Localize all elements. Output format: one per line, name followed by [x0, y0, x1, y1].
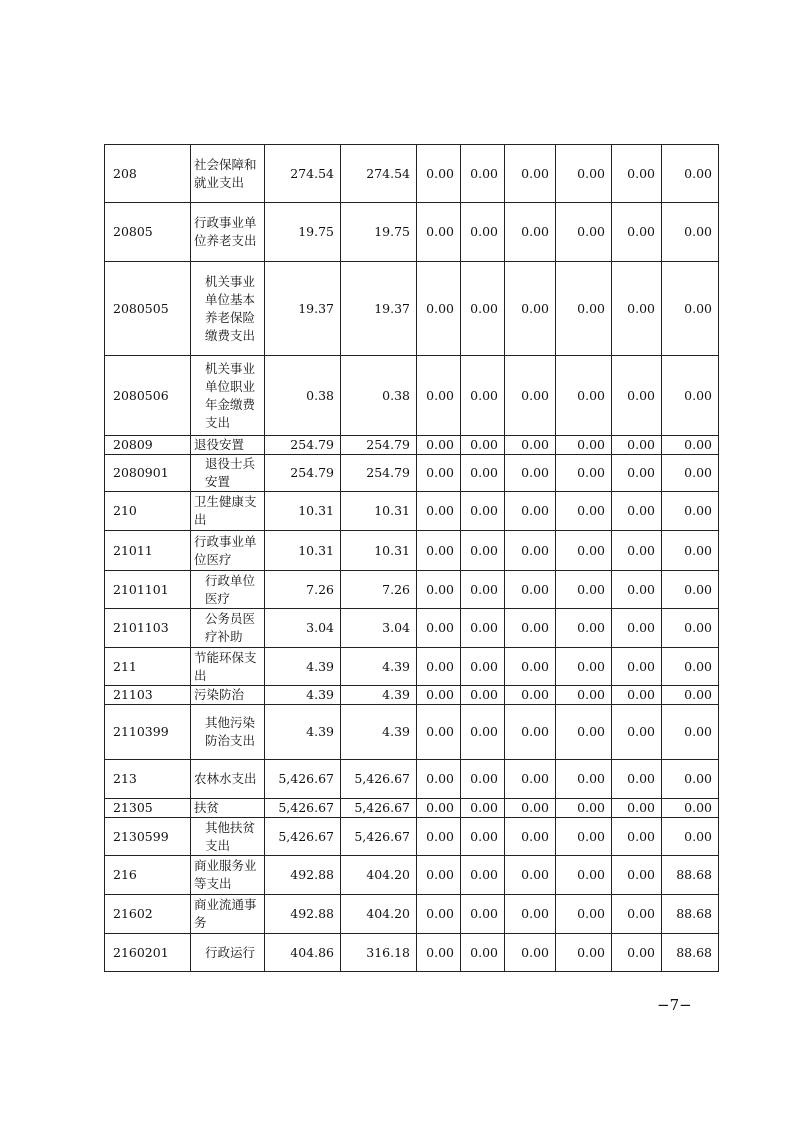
- table-row: [105, 145, 719, 203]
- table-row: [105, 492, 719, 531]
- row-value-col-1: 19.37: [265, 262, 341, 356]
- row-value-col-8: 0.00: [662, 705, 719, 760]
- table-row: [105, 571, 719, 609]
- row-value-col-8: 0.00: [662, 203, 719, 262]
- row-value-col-5: 0.00: [505, 492, 556, 531]
- row-value-col-6: 0.00: [556, 145, 612, 203]
- row-code: 21011: [105, 531, 191, 571]
- row-value-col-6: 0.00: [556, 818, 612, 856]
- table-row: [105, 609, 719, 648]
- row-value-col-1: 7.26: [265, 571, 341, 609]
- row-value-col-3: 0.00: [417, 609, 461, 648]
- row-value-col-7: 0.00: [612, 705, 662, 760]
- row-value-col-1: 5,426.67: [265, 760, 341, 799]
- table-body: [105, 145, 719, 972]
- row-value-col-5: 0.00: [505, 356, 556, 436]
- row-value-col-1: 19.75: [265, 203, 341, 262]
- row-code: 20809: [105, 436, 191, 455]
- table-row: [105, 356, 719, 436]
- row-value-col-1: 3.04: [265, 609, 341, 648]
- row-value-col-5: 0.00: [505, 760, 556, 799]
- row-value-col-6: 0.00: [556, 531, 612, 571]
- row-value-col-8: 0.00: [662, 531, 719, 571]
- row-item-name: 公务员医疗补助: [191, 609, 265, 648]
- row-item-name: 其他扶贫支出: [191, 818, 265, 856]
- row-value-col-2: 316.18: [341, 934, 417, 972]
- row-value-col-8: 0.00: [662, 609, 719, 648]
- row-value-col-6: 0.00: [556, 455, 612, 492]
- table-row: [105, 262, 719, 356]
- row-value-col-1: 4.39: [265, 686, 341, 705]
- row-value-col-7: 0.00: [612, 818, 662, 856]
- table-row: [105, 455, 719, 492]
- table-row: [105, 895, 719, 934]
- row-value-col-4: 0.00: [461, 705, 505, 760]
- row-value-col-5: 0.00: [505, 799, 556, 818]
- row-value-col-7: 0.00: [612, 262, 662, 356]
- row-item-name: 行政运行: [191, 934, 265, 972]
- row-value-col-6: 0.00: [556, 799, 612, 818]
- row-code: 2110399: [105, 705, 191, 760]
- table-row: [105, 799, 719, 818]
- row-value-col-1: 5,426.67: [265, 818, 341, 856]
- row-value-col-2: 19.37: [341, 262, 417, 356]
- table-row: [105, 648, 719, 686]
- row-value-col-3: 0.00: [417, 818, 461, 856]
- table-row: [105, 760, 719, 799]
- row-value-col-7: 0.00: [612, 934, 662, 972]
- row-value-col-4: 0.00: [461, 648, 505, 686]
- table-row: [105, 686, 719, 705]
- row-value-col-7: 0.00: [612, 686, 662, 705]
- row-value-col-4: 0.00: [461, 760, 505, 799]
- row-value-col-8: 0.00: [662, 818, 719, 856]
- row-item-name: 行政事业单位养老支出: [191, 203, 265, 262]
- row-value-col-3: 0.00: [417, 436, 461, 455]
- row-value-col-4: 0.00: [461, 895, 505, 934]
- row-value-col-5: 0.00: [505, 705, 556, 760]
- row-code: 208: [105, 145, 191, 203]
- row-value-col-2: 10.31: [341, 531, 417, 571]
- row-value-col-5: 0.00: [505, 895, 556, 934]
- row-item-name: 扶贫: [191, 799, 265, 818]
- row-value-col-8: 0.00: [662, 455, 719, 492]
- row-value-col-1: 274.54: [265, 145, 341, 203]
- row-value-col-7: 0.00: [612, 531, 662, 571]
- row-value-col-7: 0.00: [612, 760, 662, 799]
- row-value-col-4: 0.00: [461, 571, 505, 609]
- row-value-col-2: 10.31: [341, 492, 417, 531]
- row-item-name: 社会保障和就业支出: [191, 145, 265, 203]
- row-value-col-8: 0.00: [662, 686, 719, 705]
- row-value-col-5: 0.00: [505, 262, 556, 356]
- row-value-col-5: 0.00: [505, 648, 556, 686]
- row-code: 21103: [105, 686, 191, 705]
- row-value-col-6: 0.00: [556, 262, 612, 356]
- row-value-col-3: 0.00: [417, 686, 461, 705]
- row-item-name: 行政事业单位医疗: [191, 531, 265, 571]
- budget-table: [104, 144, 719, 972]
- row-value-col-1: 492.88: [265, 895, 341, 934]
- row-value-col-3: 0.00: [417, 262, 461, 356]
- row-code: 213: [105, 760, 191, 799]
- row-value-col-3: 0.00: [417, 705, 461, 760]
- row-code: 2160201: [105, 934, 191, 972]
- row-value-col-2: 4.39: [341, 686, 417, 705]
- row-value-col-8: 0.00: [662, 356, 719, 436]
- row-value-col-6: 0.00: [556, 609, 612, 648]
- row-value-col-7: 0.00: [612, 648, 662, 686]
- row-value-col-2: 5,426.67: [341, 760, 417, 799]
- row-value-col-2: 254.79: [341, 436, 417, 455]
- table-row: [105, 934, 719, 972]
- row-code: 21602: [105, 895, 191, 934]
- row-value-col-1: 4.39: [265, 705, 341, 760]
- row-value-col-7: 0.00: [612, 609, 662, 648]
- row-value-col-2: 254.79: [341, 455, 417, 492]
- row-value-col-4: 0.00: [461, 203, 505, 262]
- row-value-col-2: 4.39: [341, 648, 417, 686]
- row-value-col-7: 0.00: [612, 895, 662, 934]
- row-item-name: 节能环保支出: [191, 648, 265, 686]
- row-value-col-7: 0.00: [612, 145, 662, 203]
- row-item-name: 污染防治: [191, 686, 265, 705]
- row-value-col-3: 0.00: [417, 145, 461, 203]
- row-value-col-4: 0.00: [461, 799, 505, 818]
- row-code: 210: [105, 492, 191, 531]
- row-value-col-4: 0.00: [461, 686, 505, 705]
- row-code: 211: [105, 648, 191, 686]
- row-value-col-3: 0.00: [417, 455, 461, 492]
- row-value-col-1: 4.39: [265, 648, 341, 686]
- row-value-col-2: 7.26: [341, 571, 417, 609]
- row-value-col-6: 0.00: [556, 895, 612, 934]
- row-code: 2080505: [105, 262, 191, 356]
- table-row: [105, 436, 719, 455]
- row-value-col-4: 0.00: [461, 856, 505, 895]
- row-value-col-7: 0.00: [612, 856, 662, 895]
- row-value-col-6: 0.00: [556, 760, 612, 799]
- row-value-col-7: 0.00: [612, 356, 662, 436]
- row-value-col-8: 88.68: [662, 856, 719, 895]
- row-value-col-7: 0.00: [612, 799, 662, 818]
- row-value-col-2: 19.75: [341, 203, 417, 262]
- row-value-col-4: 0.00: [461, 818, 505, 856]
- row-value-col-5: 0.00: [505, 686, 556, 705]
- row-value-col-6: 0.00: [556, 648, 612, 686]
- row-value-col-5: 0.00: [505, 609, 556, 648]
- row-item-name: 机关事业单位职业年金缴费支出: [191, 356, 265, 436]
- row-value-col-5: 0.00: [505, 145, 556, 203]
- row-value-col-4: 0.00: [461, 145, 505, 203]
- row-value-col-2: 404.20: [341, 895, 417, 934]
- row-value-col-1: 10.31: [265, 531, 341, 571]
- row-value-col-4: 0.00: [461, 455, 505, 492]
- row-value-col-4: 0.00: [461, 262, 505, 356]
- row-value-col-3: 0.00: [417, 492, 461, 531]
- row-value-col-8: 0.00: [662, 760, 719, 799]
- row-value-col-8: 0.00: [662, 436, 719, 455]
- row-value-col-1: 254.79: [265, 436, 341, 455]
- row-value-col-4: 0.00: [461, 436, 505, 455]
- row-value-col-7: 0.00: [612, 571, 662, 609]
- table-row: [105, 203, 719, 262]
- row-value-col-4: 0.00: [461, 492, 505, 531]
- row-value-col-5: 0.00: [505, 455, 556, 492]
- row-value-col-2: 4.39: [341, 705, 417, 760]
- row-value-col-1: 10.31: [265, 492, 341, 531]
- row-value-col-2: 5,426.67: [341, 799, 417, 818]
- row-value-col-7: 0.00: [612, 455, 662, 492]
- row-value-col-2: 404.20: [341, 856, 417, 895]
- row-value-col-3: 0.00: [417, 356, 461, 436]
- row-value-col-6: 0.00: [556, 705, 612, 760]
- row-value-col-3: 0.00: [417, 895, 461, 934]
- row-item-name: 农林水支出: [191, 760, 265, 799]
- table-row: [105, 856, 719, 895]
- row-code: 2080506: [105, 356, 191, 436]
- row-value-col-7: 0.00: [612, 436, 662, 455]
- table-row: [105, 705, 719, 760]
- row-code: 2101103: [105, 609, 191, 648]
- row-value-col-5: 0.00: [505, 203, 556, 262]
- row-value-col-8: 88.68: [662, 895, 719, 934]
- row-code: 21305: [105, 799, 191, 818]
- row-value-col-6: 0.00: [556, 934, 612, 972]
- row-value-col-6: 0.00: [556, 686, 612, 705]
- row-item-name: 退役安置: [191, 436, 265, 455]
- row-value-col-6: 0.00: [556, 436, 612, 455]
- row-value-col-1: 254.79: [265, 455, 341, 492]
- row-value-col-4: 0.00: [461, 934, 505, 972]
- row-value-col-6: 0.00: [556, 856, 612, 895]
- row-value-col-5: 0.00: [505, 856, 556, 895]
- row-value-col-1: 0.38: [265, 356, 341, 436]
- row-value-col-4: 0.00: [461, 531, 505, 571]
- row-value-col-8: 0.00: [662, 648, 719, 686]
- row-value-col-1: 5,426.67: [265, 799, 341, 818]
- row-value-col-5: 0.00: [505, 531, 556, 571]
- row-value-col-8: 88.68: [662, 934, 719, 972]
- row-value-col-3: 0.00: [417, 531, 461, 571]
- row-value-col-2: 3.04: [341, 609, 417, 648]
- row-code: 216: [105, 856, 191, 895]
- row-value-col-5: 0.00: [505, 436, 556, 455]
- row-item-name: 行政单位医疗: [191, 571, 265, 609]
- row-value-col-3: 0.00: [417, 799, 461, 818]
- row-value-col-8: 0.00: [662, 492, 719, 531]
- row-value-col-7: 0.00: [612, 203, 662, 262]
- row-item-name: 商业流通事务: [191, 895, 265, 934]
- row-value-col-6: 0.00: [556, 571, 612, 609]
- row-value-col-4: 0.00: [461, 356, 505, 436]
- row-value-col-8: 0.00: [662, 799, 719, 818]
- row-value-col-3: 0.00: [417, 648, 461, 686]
- row-value-col-6: 0.00: [556, 203, 612, 262]
- table-row: [105, 818, 719, 856]
- row-item-name: 其他污染防治支出: [191, 705, 265, 760]
- row-code: 20805: [105, 203, 191, 262]
- row-value-col-8: 0.00: [662, 145, 719, 203]
- row-value-col-3: 0.00: [417, 760, 461, 799]
- row-value-col-3: 0.00: [417, 571, 461, 609]
- row-value-col-5: 0.00: [505, 934, 556, 972]
- row-value-col-1: 404.86: [265, 934, 341, 972]
- row-value-col-4: 0.00: [461, 609, 505, 648]
- page-number: −7−: [657, 996, 692, 1014]
- row-value-col-5: 0.00: [505, 571, 556, 609]
- row-value-col-6: 0.00: [556, 492, 612, 531]
- row-value-col-6: 0.00: [556, 356, 612, 436]
- row-value-col-2: 274.54: [341, 145, 417, 203]
- row-value-col-8: 0.00: [662, 571, 719, 609]
- row-value-col-5: 0.00: [505, 818, 556, 856]
- row-value-col-3: 0.00: [417, 203, 461, 262]
- row-value-col-3: 0.00: [417, 934, 461, 972]
- row-code: 2130599: [105, 818, 191, 856]
- row-value-col-8: 0.00: [662, 262, 719, 356]
- row-item-name: 卫生健康支出: [191, 492, 265, 531]
- row-value-col-1: 492.88: [265, 856, 341, 895]
- row-item-name: 机关事业单位基本养老保险缴费支出: [191, 262, 265, 356]
- row-item-name: 商业服务业等支出: [191, 856, 265, 895]
- row-value-col-2: 0.38: [341, 356, 417, 436]
- row-value-col-2: 5,426.67: [341, 818, 417, 856]
- row-value-col-3: 0.00: [417, 856, 461, 895]
- row-code: 2101101: [105, 571, 191, 609]
- row-item-name: 退役士兵安置: [191, 455, 265, 492]
- row-value-col-7: 0.00: [612, 492, 662, 531]
- table-row: [105, 531, 719, 571]
- row-code: 2080901: [105, 455, 191, 492]
